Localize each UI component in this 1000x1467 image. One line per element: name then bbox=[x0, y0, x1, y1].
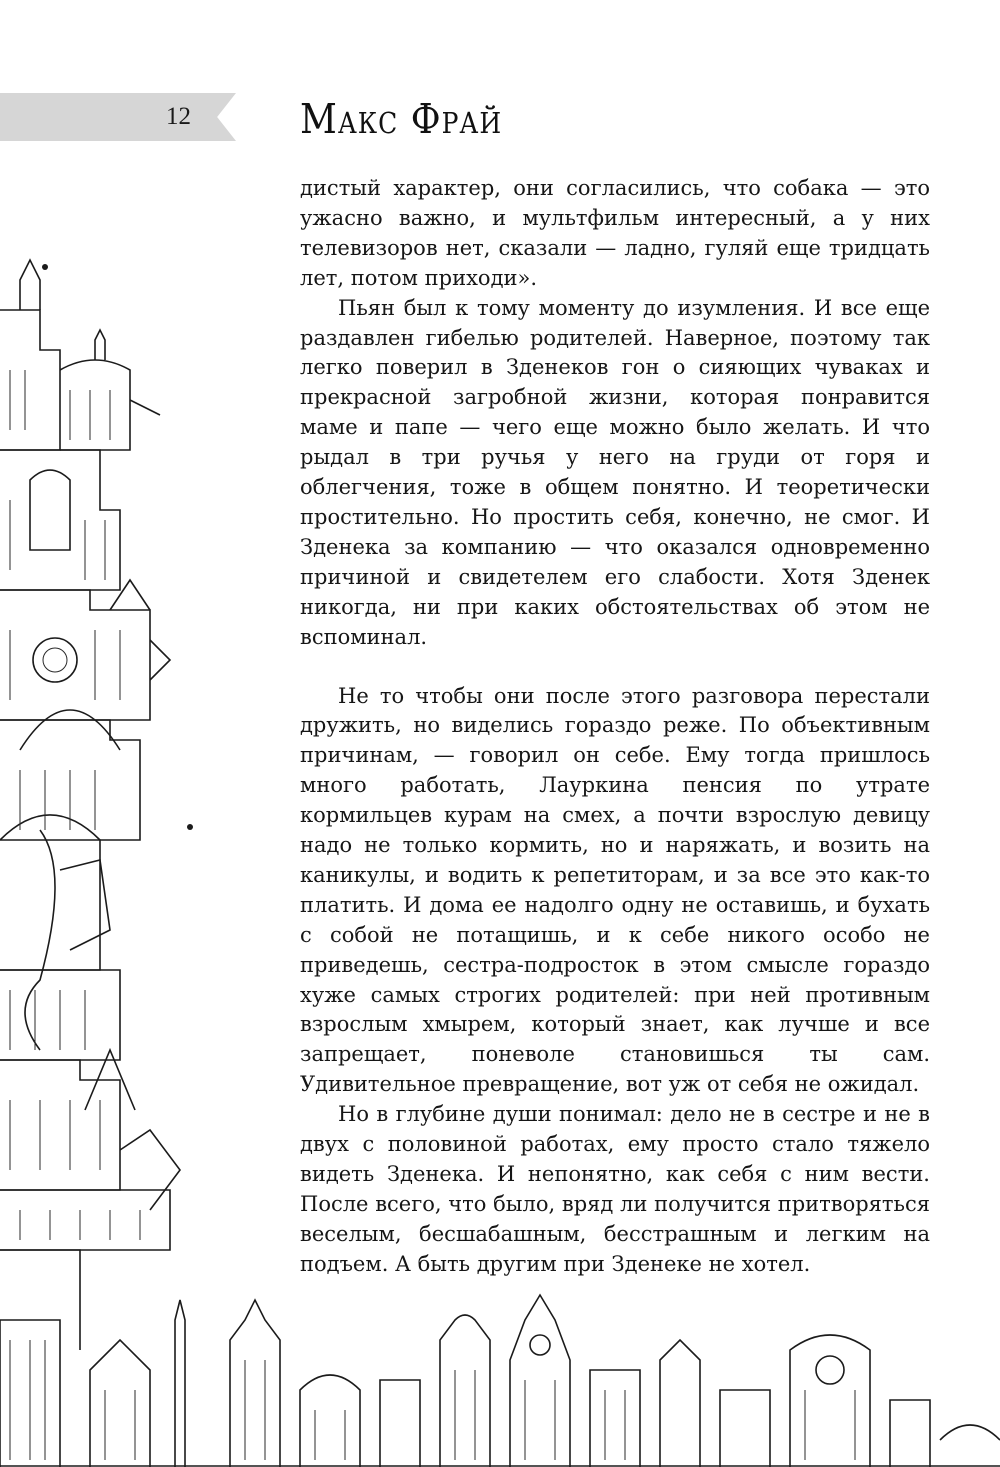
page-number-tab bbox=[0, 93, 236, 141]
city-skyline-bottom bbox=[0, 1280, 1000, 1467]
running-header-author: Макс Фрай bbox=[300, 96, 503, 144]
section-break bbox=[300, 653, 930, 682]
paragraph-1: дистый характер, они согласились, что собака — это ужасно важно, и мультфильм интересный, а у них телевизоров нет, сказали — ладно, гуляй еще тридцать лет, потом приходи». bbox=[300, 176, 930, 290]
paragraph-4: Но в глубине души понимал: дело не в сестре и не в двух с половиной работах, ему просто стало тяжело видеть Зденека. И непонятно, как себя с ним вести. После всего, что было, вряд ли получится притворяться веселым, бесшабашным, бесстрашным и легким на подъем. А быть другим при Зденеке не хотел. bbox=[300, 1102, 930, 1276]
page-number: 12 bbox=[166, 103, 191, 130]
paragraph-3: Не то чтобы они после этого разговора перестали дружить, но виделись гораздо реже. По объективным причинам, — говорил он себе. Ему тогда пришлось много работать, Лауркина пенсия по утрате кормильцев курам на смех, а почти взрослую девицу надо не только кормить, но и наряжать, и возить на каникулы, и водить к репетиторам, и за все это как-то платить. И дома ее надолго одну не оставишь, и бухать с собой не потащишь, и к себе никого особо не приведешь, сестра-подросток в этом смысле гораздо хуже самых строгих родителей: при ней противным взрослым хмырем, который знает, как лучше и все запрещает, поневоле становишься ты сам. Удивительное превращение, вот уж от себя не ожидал. bbox=[300, 683, 930, 1097]
city-illustration-left bbox=[0, 250, 300, 1350]
paragraph-2: Пьян был к тому моменту до изумления. И все еще раздавлен гибелью родителей. Наверное, поэтому так легко поверил в Зденеков гон о сияющих чуваках и прекрасной загробной жизни, которая понравится маме и папе — чего еще можно было желать. И что рыдал в три ручья у него на груди от горя и облегчения, тоже в общем понятно. И теоретически простительно. Но простить себя, конечно, не смог. И Зденека за компанию — что оказался одновременно причиной и свидетелем его слабости. Хотя Зденек никогда, ни при каких обстоятельствах об этом не вспоминал. bbox=[300, 295, 930, 649]
body-text bbox=[300, 174, 930, 1280]
